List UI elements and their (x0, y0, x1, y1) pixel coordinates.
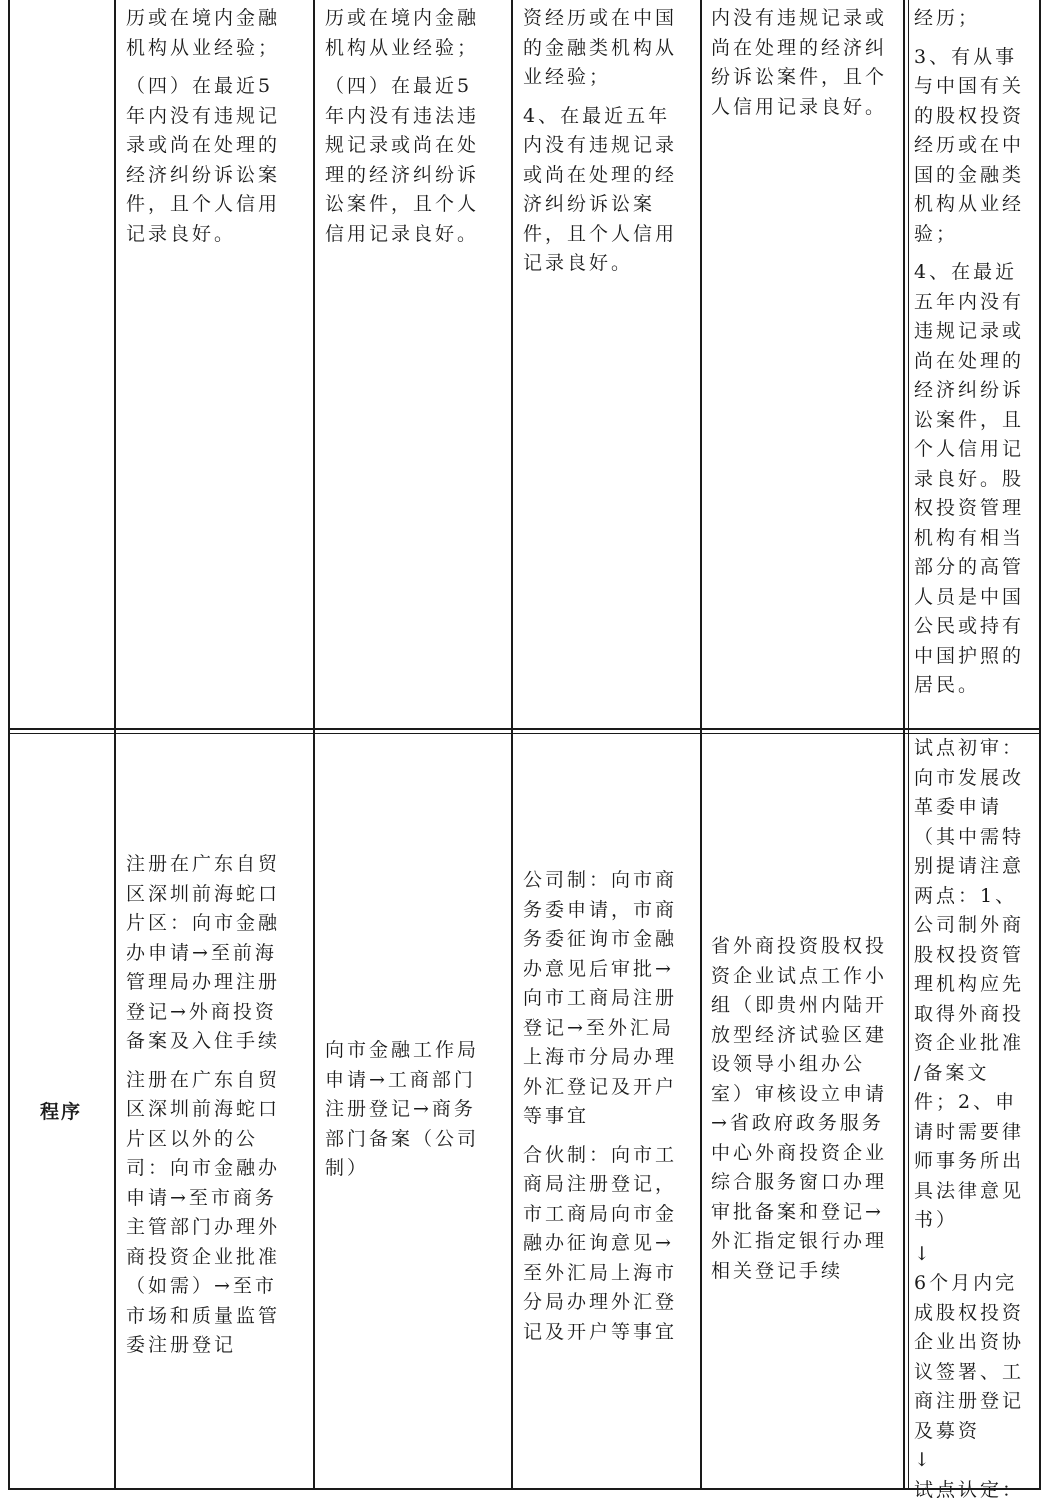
top-col5-para-3: 4、在最近 五年内没有 违规记录或 尚在处理的 经济纠纷诉 讼案件，且 个人信用记 录良好。股 权投资管理 机构有相当 部分的高管 人员是中国 公民或持有 中国护照的 居民。 (914, 261, 1025, 696)
program-col3-para-2: 合伙制：向市工 商局注册登记， 市工商局向市金 融办征询意见→ 至外汇局上海市 分局办理外汇登 记及开户等事宜 (523, 1143, 678, 1343)
row-label-program: 程序 (40, 1101, 83, 1123)
table-divider-2 (313, 0, 315, 1490)
top-col3-para-2: 4、在最近五年 内没有违规记录 或尚在处理的经 济纠纷诉讼案 件，且个人信用 记录良好。 (523, 104, 678, 274)
table-border-left (8, 0, 10, 1490)
top-col4-para-1: 内没有违规记录或 尚在处理的经济纠 纷诉讼案件，且个 人信用记录良好。 (711, 7, 888, 118)
top-col3-para-1: 资经历或在中国 的金融类机构从 业经验； (523, 7, 678, 88)
table-border-bottom (8, 1488, 1041, 1490)
top-col1-para-2: （四）在最近5 年内没有违规记 录或尚在处理的 经济纠纷诉讼案 件，且个人信用 记录良好。 (126, 75, 281, 245)
program-col4-para-1: 省外商投资股权投 资企业试点工作小 组（即贵州内陆开 放型经济试验区建 设领导小组办公 室）审核设立申请 →省政府政务服务 中心外商投资企业 综合服务窗口办理 审批备案和登记→ 外汇指定银行办理 相关登记手续 (711, 935, 888, 1282)
program-col3-para-1: 公司制：向市商 务委申请，市商 务委征询市金融 办意见后审批→ 向市工商局注册 登记→至外汇局 上海市分局办理 外汇登记及开户 等事宜 (523, 869, 678, 1127)
top-col5-para-2: 3、有从事 与中国有关 的股权投资 经历或在中 国的金融类 机构从业经 验； (914, 45, 1025, 245)
top-row-col4 (711, 4, 901, 131)
program-row-col4 (711, 932, 901, 1295)
top-row-col3 (523, 4, 698, 288)
top-row-col5 (914, 4, 1038, 710)
program-col5-para-2: ↓ 6个月内完 成股权投资 企业出资协 议签署、工 商注册登记 及募资 (914, 1242, 1025, 1442)
top-row-col2 (325, 4, 505, 258)
program-col2-para-1: 向市金融工作局 申请→工商部门 注册登记→商务 部门备案（公司 制） (325, 1039, 480, 1179)
program-col5-para-1: 试点初审： 向市发展改 革委申请 （其中需特 别提请注意 两点：1、 公司制外商 股权投资管 理机构应先 取得外商投 资企业批准 /备案文 件；2、申 请时需要律 师事务所出 具法律意见 书） (914, 737, 1025, 1231)
program-col5-para-3: ↓ 试点认定： (914, 1449, 1025, 1501)
row-divider (8, 728, 1041, 730)
program-row-col3 (523, 866, 698, 1356)
top-col2-para-2: （四）在最近5 年内没有违法违 规记录或尚在处 理的经济纠纷诉 讼案件，且个人 信用记录良好。 (325, 75, 480, 245)
program-row-col2 (325, 1036, 505, 1193)
top-col2-para-1: 历或在境内金融 机构从业经验； (325, 7, 480, 59)
table-divider-1 (114, 0, 116, 1490)
program-row-col1 (126, 850, 306, 1370)
program-row-col5 (914, 734, 1038, 1505)
top-col5-para-1: 经历； (914, 7, 981, 29)
table-divider-4 (700, 0, 702, 1490)
table-divider-3 (511, 0, 513, 1490)
program-col1-para-1: 注册在广东自贸 区深圳前海蛇口 片区：向市金融 办申请→至前海 管理局办理注册 登记→外商投资 备案及入住手续 (126, 853, 281, 1052)
table-divider-5 (903, 0, 905, 1490)
program-col1-para-2: 注册在广东自贸 区深圳前海蛇口 片区以外的公 司：向市金融办 申请→至市商务 主管部门办理外 商投资企业批准 （如需）→至市 市场和质量监管 委注册登记 (126, 1068, 281, 1356)
table-border-right (1039, 0, 1041, 1490)
top-col1-para-1: 历或在境内金融 机构从业经验； (126, 7, 281, 59)
table-divider-5b (908, 0, 909, 1490)
top-row-col1 (126, 4, 306, 258)
row-divider-double (8, 733, 1041, 734)
